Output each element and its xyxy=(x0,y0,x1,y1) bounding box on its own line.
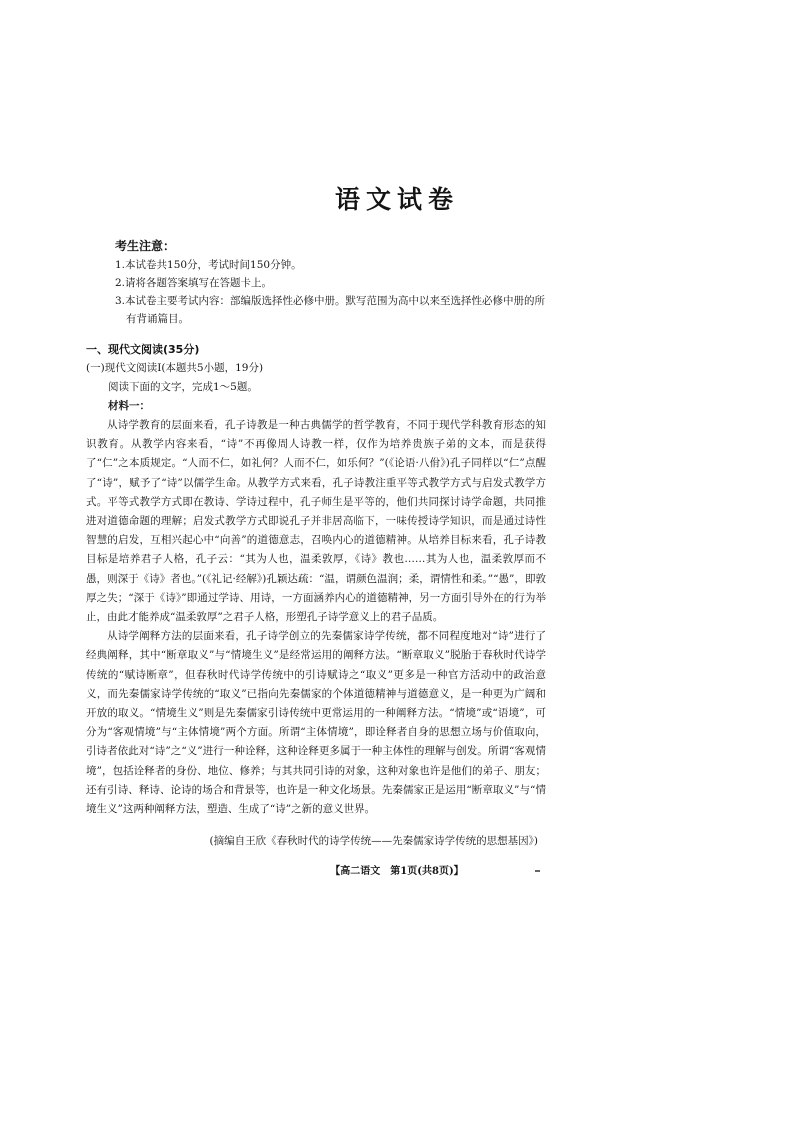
paragraph: 从诗学教育的层面来看，孔子诗教是一种古典儒学的哲学教育，不同于现代学科教育形态的知识教育。从教学内容来看，“诗”不再像周人诗教一样，仅作为培养贵族子弟的文本，而是获得了“仁”之本质规定。“人而不仁，如礼何？人而不仁，如乐何？”(《论语·八佾》)孔子同样以“仁”点醒了“诗”，赋予了“诗”以儒学生命。从教学方式来看，孔子诗教注重平等式教学方式与启发式教学方式。平等式教学方式即在教诗、学诗过程中，孔子师生是平等的，他们共同探讨诗学命题，共同推进对道德命题的理解；启发式教学方式即说孔子并非居高临下，一味传授诗学知识，而是通过诗性智慧的启发，互相兴起心中“向善”的道德意志，召唤内心的道德精神。从培养目标来看，孔子诗教目标是培养君子人格，孔子云：“其为人也，温柔敦厚，《诗》教也……其为人也，温柔敦厚而不愚，则深于《诗》者也。”(《礼记·经解》)孔颖达疏：“温，谓颜色温润；柔，谓情性和柔。”“愚”，即敦厚之失；“深于《诗》”即通过学诗、用诗，一方面涵养内心的道德精神，另一方面引导外在的行为举止，由此才能养成“温柔敦厚”之君子人格，形塑孔子诗学意义上的君子品质。 xyxy=(86,419,546,624)
material-label: 材料一： xyxy=(108,400,150,412)
scan-mark xyxy=(535,870,540,872)
page-footer: 【高二语文 第1页(共8页)】 xyxy=(330,866,464,877)
material-body xyxy=(86,416,546,819)
source-citation: (摘编自王欣《春秋时代的诗学传统——先秦儒家诗学传统的思想基因》) xyxy=(209,835,538,847)
notice-item: 2.请将各题答案填写在答题卡上。 xyxy=(115,277,273,289)
subsection-heading: (一)现代文阅读Ⅰ(本题共5小题，19分) xyxy=(86,362,264,374)
paragraph: 从诗学阐释方法的层面来看，孔子诗学创立的先秦儒家诗学传统，都不同程度地对“诗”进行了经典阐释，其中“断章取义”与“情境生义”是经常运用的阐释方法。“断章取义”脱胎于春秋时代诗学传统的“赋诗断章”，但春秋时代诗学传统中的引诗赋诗之“取义”更多是一种官方活动中的政治意义，而先秦儒家诗学传统的“取义”已指向先秦儒家的个体道德精神与道德意义，是一种更为广阔和开放的取义。“情境生义”则是先秦儒家引诗传统中更常运用的一种阐释方法。“情境”或“语境”，可分为“客观情境”与“主体情境”两个方面。所谓“主体情境”，即诠释者自身的思想立场与价值取向，引诗者依此对“诗”之“义”进行一种诠释，这种诠释更多属于一种主体性的理解与创发。所谓“客观情境”，包括诠释者的身份、地位、修养；与其共同引诗的对象，这种对象也许是他们的弟子、朋友；还有引诗、释诗、论诗的场合和背景等，也许是一种文化场景。先秦儒家正是运用“断章取义”与“情境生义”这两种阐释方法，塑造、生成了“诗”之新的意义世界。 xyxy=(86,630,546,816)
section-heading: 一、现代文阅读(35分) xyxy=(86,343,200,356)
candidate-notice xyxy=(115,237,555,328)
reading-instruction: 阅读下面的文字，完成1～5题。 xyxy=(108,381,258,393)
notice-item: 1.本试卷共150分，考试时间150分钟。 xyxy=(115,259,302,271)
page-title: 语文试卷 xyxy=(334,185,459,214)
notice-item: 3.本试卷主要考试内容：部编版选择性必修中册。默写范围为高中以来至选择性必修中册的所有背诵篇目。 xyxy=(115,295,546,325)
notice-heading: 考生注意： xyxy=(115,239,176,253)
reading-section-header xyxy=(86,340,546,416)
